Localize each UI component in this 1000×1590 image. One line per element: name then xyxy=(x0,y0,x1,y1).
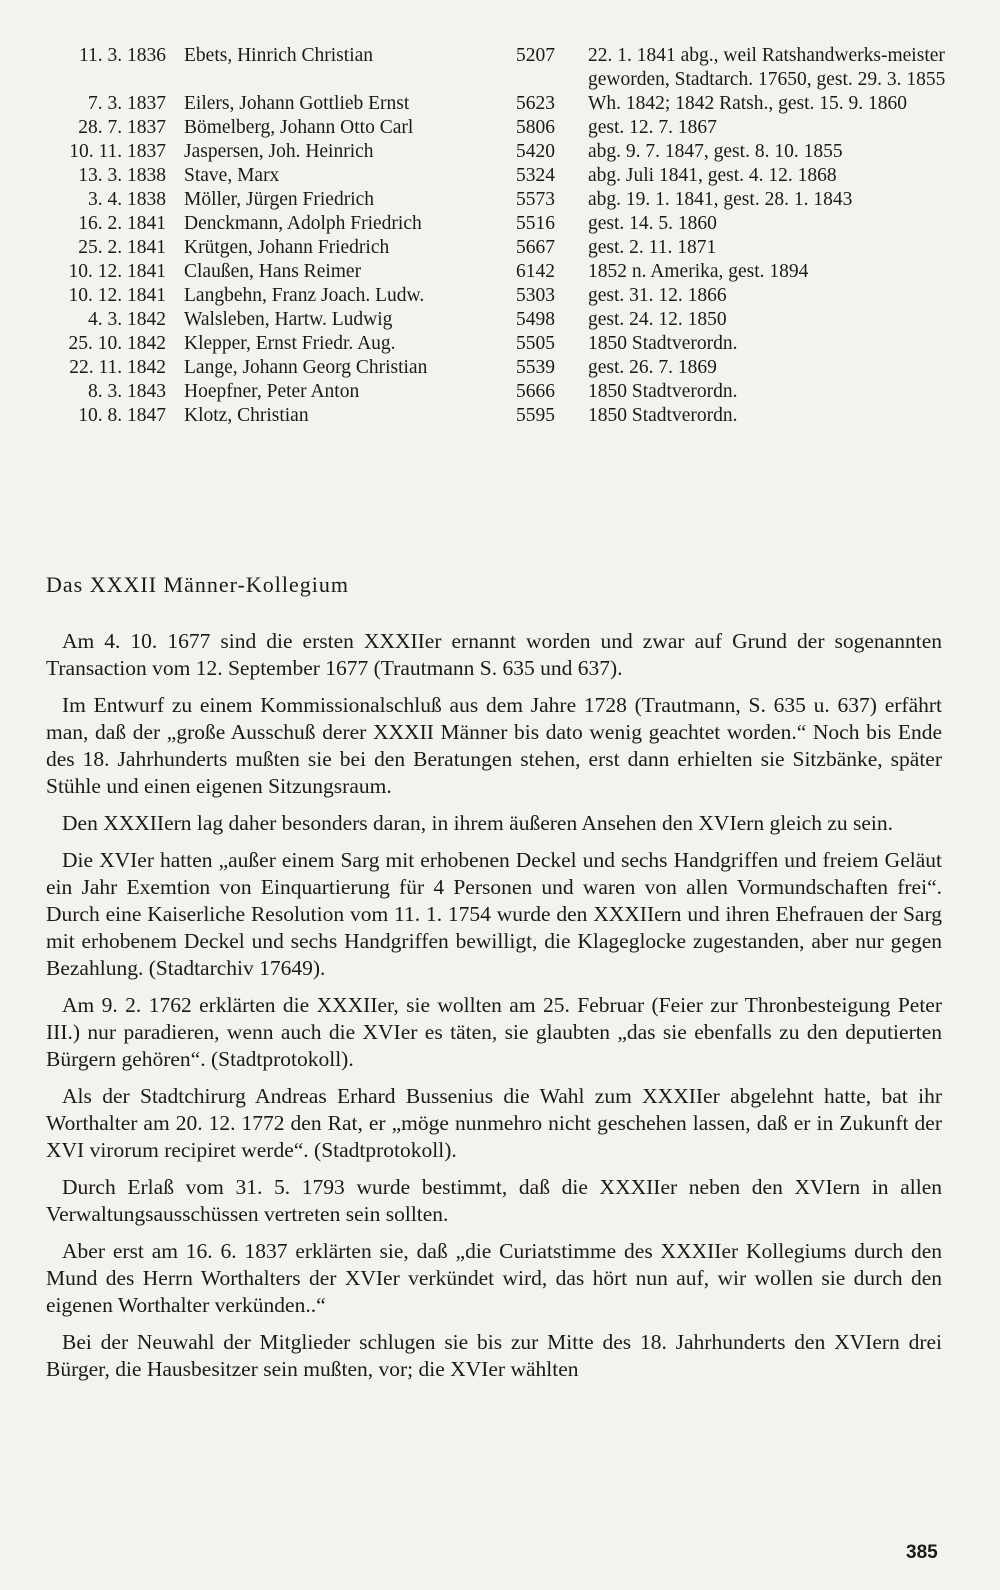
register-row xyxy=(46,236,960,260)
house-number: 5207 xyxy=(516,45,555,66)
entry-date: 8. 3. 1843 xyxy=(88,381,166,402)
entry-date: 11. 3. 1836 xyxy=(78,45,166,66)
register-body xyxy=(46,44,960,428)
member-name: Claußen, Hans Reimer xyxy=(184,261,362,282)
register-row xyxy=(46,116,960,140)
house-number: 5303 xyxy=(516,285,555,306)
body-text xyxy=(46,628,942,1393)
member-name: Lange, Johann Georg Christian xyxy=(184,357,428,378)
entry-date: 7. 3. 1837 xyxy=(88,93,166,114)
paragraph: Durch Erlaß vom 31. 5. 1793 wurde bestimmt, daß die XXXIIer neben den XVIern in allen Verwaltungsausschüssen vertreten sein sollten. xyxy=(46,1175,942,1226)
entry-note: 1850 Stadtverordn. xyxy=(588,333,738,354)
member-name: Hoepfner, Peter Anton xyxy=(184,381,360,402)
paragraph: Am 9. 2. 1762 erklärten die XXXIIer, sie wollten am 25. Februar (Feier zur Thronbesteigung Peter III.) nur paradieren, wenn auch die XVIer es täten, sie glaubten „das sie ebenfalls zu den deputierten Bürgern gehören“. (Stadtprotokoll). xyxy=(46,993,942,1071)
register-row xyxy=(46,44,960,92)
entry-note: 1850 Stadtverordn. xyxy=(588,381,738,402)
entry-date: 3. 4. 1838 xyxy=(88,189,166,210)
entry-date: 10. 12. 1841 xyxy=(68,285,166,306)
paragraph: Am 4. 10. 1677 sind die ersten XXXIIer ernannt worden und zwar auf Grund der sogenannten Transaction vom 12. September 1677 (Trautmann S. 635 und 637). xyxy=(46,629,942,680)
house-number: 5806 xyxy=(516,117,555,138)
member-name: Klotz, Christian xyxy=(184,405,309,426)
member-name: Jaspersen, Joh. Heinrich xyxy=(184,141,374,162)
house-number: 5667 xyxy=(516,237,555,258)
entry-note: gest. 12. 7. 1867 xyxy=(588,117,717,138)
house-number: 5573 xyxy=(516,189,555,210)
entry-date: 10. 12. 1841 xyxy=(68,261,166,282)
entry-note: 22. 1. 1841 abg., weil Ratshandwerks-meister geworden, Stadtarch. 17650, gest. 29. 3. 1855 xyxy=(588,45,946,90)
house-number: 5498 xyxy=(516,309,555,330)
entry-note: abg. 9. 7. 1847, gest. 8. 10. 1855 xyxy=(588,141,843,162)
entry-note: 1852 n. Amerika, gest. 1894 xyxy=(588,261,809,282)
member-name: Bömelberg, Johann Otto Carl xyxy=(184,117,414,138)
house-number: 5516 xyxy=(516,213,555,234)
house-number: 6142 xyxy=(516,261,555,282)
house-number: 5420 xyxy=(516,141,555,162)
member-name: Langbehn, Franz Joach. Ludw. xyxy=(184,285,425,306)
entry-date: 28. 7. 1837 xyxy=(78,117,166,138)
register-row xyxy=(46,332,960,356)
entry-note: gest. 14. 5. 1860 xyxy=(588,213,717,234)
section-heading: Das XXXII Männer-Kollegium xyxy=(46,572,349,597)
house-number: 5505 xyxy=(516,333,555,354)
member-register-table xyxy=(46,44,960,428)
member-name: Ebets, Hinrich Christian xyxy=(184,45,374,66)
paragraph: Im Entwurf zu einem Kommissionalschluß aus dem Jahre 1728 (Trautmann, S. 635 u. 637) erfährt man, daß der „große Ausschuß derer XXXII Männer bis dato wenig geachtet worden.“ Noch bis Ende des 18. Jahrhunderts mußten sie bei den Beratungen stehen, erst dann erhielten sie Sitzbänke, später Stühle und einen eigenen Sitzungsraum. xyxy=(46,693,942,798)
register-row xyxy=(46,164,960,188)
register-row xyxy=(46,260,960,284)
member-name: Walsleben, Hartw. Ludwig xyxy=(184,309,393,330)
entry-note: gest. 26. 7. 1869 xyxy=(588,357,717,378)
entry-date: 25. 10. 1842 xyxy=(68,333,166,354)
entry-note: Wh. 1842; 1842 Ratsh., gest. 15. 9. 1860 xyxy=(588,93,908,114)
member-name: Eilers, Johann Gottlieb Ernst xyxy=(184,93,410,114)
register-row xyxy=(46,308,960,332)
register-row xyxy=(46,356,960,380)
register-row xyxy=(46,284,960,308)
register-row xyxy=(46,404,960,428)
entry-note: gest. 24. 12. 1850 xyxy=(588,309,727,330)
entry-note: abg. Juli 1841, gest. 4. 12. 1868 xyxy=(588,165,837,186)
house-number: 5539 xyxy=(516,357,555,378)
entry-date: 13. 3. 1838 xyxy=(78,165,166,186)
member-name: Möller, Jürgen Friedrich xyxy=(184,189,375,210)
member-name: Denckmann, Adolph Friedrich xyxy=(184,213,422,234)
entry-date: 4. 3. 1842 xyxy=(88,309,166,330)
paragraph: Als der Stadtchirurg Andreas Erhard Bussenius die Wahl zum XXXIIer abgelehnt hatte, bat ihr Worthalter am 20. 12. 1772 den Rat, er „möge nunmehro nicht geschehen lassen, daß er in Zukunft der XVI virorum recipiret werde“. (Stadtprotokoll). xyxy=(46,1084,942,1162)
paragraph: Aber erst am 16. 6. 1837 erklärten sie, daß „die Curiatstimme des XXXIIer Kollegiums durch den Mund des Herrn Worthalters der XVIer verkündet wird, das hört nun auf, wir wollen sie durch den eigenen Worthalter verkünden..“ xyxy=(46,1239,942,1317)
page-number: 385 xyxy=(906,1542,938,1563)
entry-date: 22. 11. 1842 xyxy=(69,357,166,378)
register-row xyxy=(46,188,960,212)
house-number: 5666 xyxy=(516,381,555,402)
entry-date: 10. 11. 1837 xyxy=(69,141,166,162)
entry-note: abg. 19. 1. 1841, gest. 28. 1. 1843 xyxy=(588,189,853,210)
paragraph: Bei der Neuwahl der Mitglieder schlugen sie bis zur Mitte des 18. Jahrhunderts den XVIern drei Bürger, die Hausbesitzer sein mußten, vor; die XVIer wählten xyxy=(46,1330,942,1381)
entry-note: 1850 Stadtverordn. xyxy=(588,405,738,426)
house-number: 5595 xyxy=(516,405,555,426)
member-name: Stave, Marx xyxy=(184,165,280,186)
entry-date: 10. 8. 1847 xyxy=(78,405,166,426)
member-name: Krütgen, Johann Friedrich xyxy=(184,237,390,258)
register-row xyxy=(46,212,960,236)
paragraph: Die XVIer hatten „außer einem Sarg mit erhobenen Deckel und sechs Handgriffen und freiem Geläut ein Jahr Exemtion von Einquartierung für 4 Personen und waren von allen Vormundschaften frei“. Durch eine Kaiserliche Resolution vom 11. 1. 1754 wurde den XXXIIern und ihren Ehefrauen der Sarg mit erhobenem Deckel und sechs Handgriffen bewilligt, die Klageglocke zugestanden, aber nur gegen Bezahlung. (Stadtarchiv 17649). xyxy=(46,848,942,980)
entry-note: gest. 31. 12. 1866 xyxy=(588,285,727,306)
entry-date: 16. 2. 1841 xyxy=(78,213,166,234)
register-row xyxy=(46,92,960,116)
paragraph: Den XXXIIern lag daher besonders daran, in ihrem äußeren Ansehen den XVIern gleich zu sein. xyxy=(62,811,894,835)
entry-date: 25. 2. 1841 xyxy=(78,237,166,258)
register-row xyxy=(46,380,960,404)
entry-note: gest. 2. 11. 1871 xyxy=(588,237,717,258)
house-number: 5324 xyxy=(516,165,555,186)
house-number: 5623 xyxy=(516,93,555,114)
register-row xyxy=(46,140,960,164)
member-name: Klepper, Ernst Friedr. Aug. xyxy=(184,333,396,354)
